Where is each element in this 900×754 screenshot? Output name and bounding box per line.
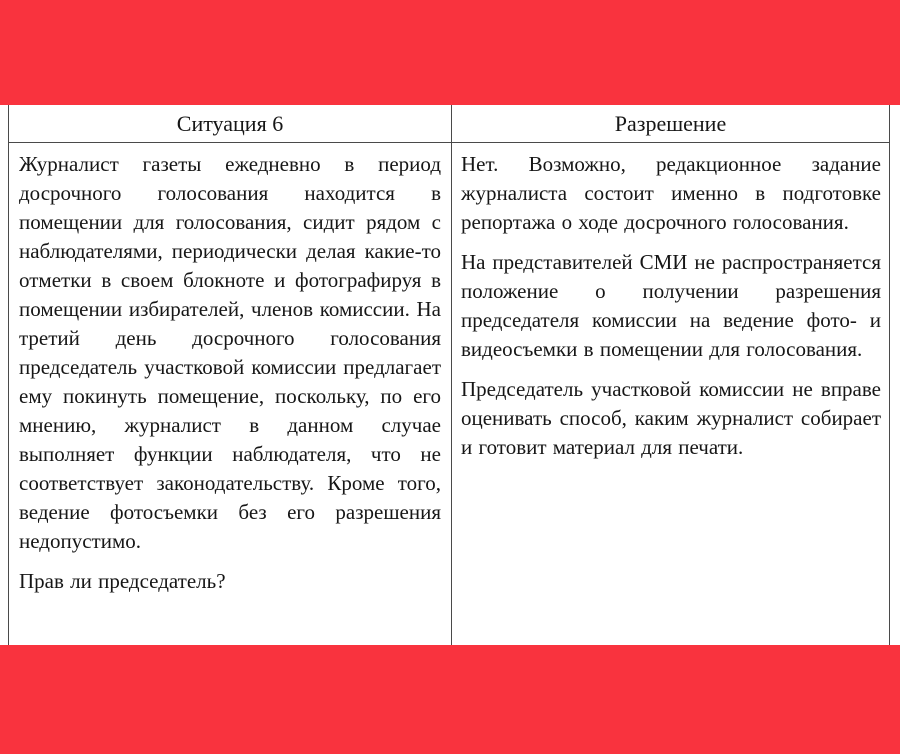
header-cell-resolution <box>452 105 889 142</box>
situation-paragraph: Журналист газеты ежедневно в период досрочного голосования находится в помещении для голосования, сидит рядом с наблюдателями, периодически делая какие-то отметки в своем блокноте и фотографируя в помещении избирателей, членов комиссии. На третий день досрочного голосования председатель участковой комиссии предлагает ему покинуть помещение, поскольку, по его мнению, журналист в данном случае выполняет функции наблюдателя, что не соответствует законодательству. Кроме того, ведение фотосъемки без его разрешения недопустимо. <box>19 152 441 553</box>
top-red-band <box>0 0 900 105</box>
situation-cell <box>9 143 452 645</box>
resolution-paragraph-1: Нет. Возможно, редакционное задание журналиста состоит именно в подготовке репортажа о ходе досрочного голосования. <box>461 152 881 234</box>
header-cell-situation <box>9 105 452 142</box>
resolution-paragraph-3: Председатель участковой комиссии не вправе оценивать способ, каким журналист собирает и готовит материал для печати. <box>461 377 881 459</box>
resolution-paragraph-2: На представителей СМИ не распространяется положение о получении разрешения председателя комиссии на ведение фото- и видеосъемки в помещении для голосования. <box>461 250 881 361</box>
table-body-row <box>9 143 889 645</box>
bottom-red-band <box>0 645 900 754</box>
resolution-header-label: Разрешение <box>614 110 727 136</box>
comparison-table <box>8 105 890 645</box>
table-header-row <box>9 105 889 143</box>
resolution-cell <box>452 143 889 645</box>
situation-question: Прав ли председатель? <box>19 569 226 593</box>
situation-header-label: Ситуация 6 <box>176 110 284 136</box>
